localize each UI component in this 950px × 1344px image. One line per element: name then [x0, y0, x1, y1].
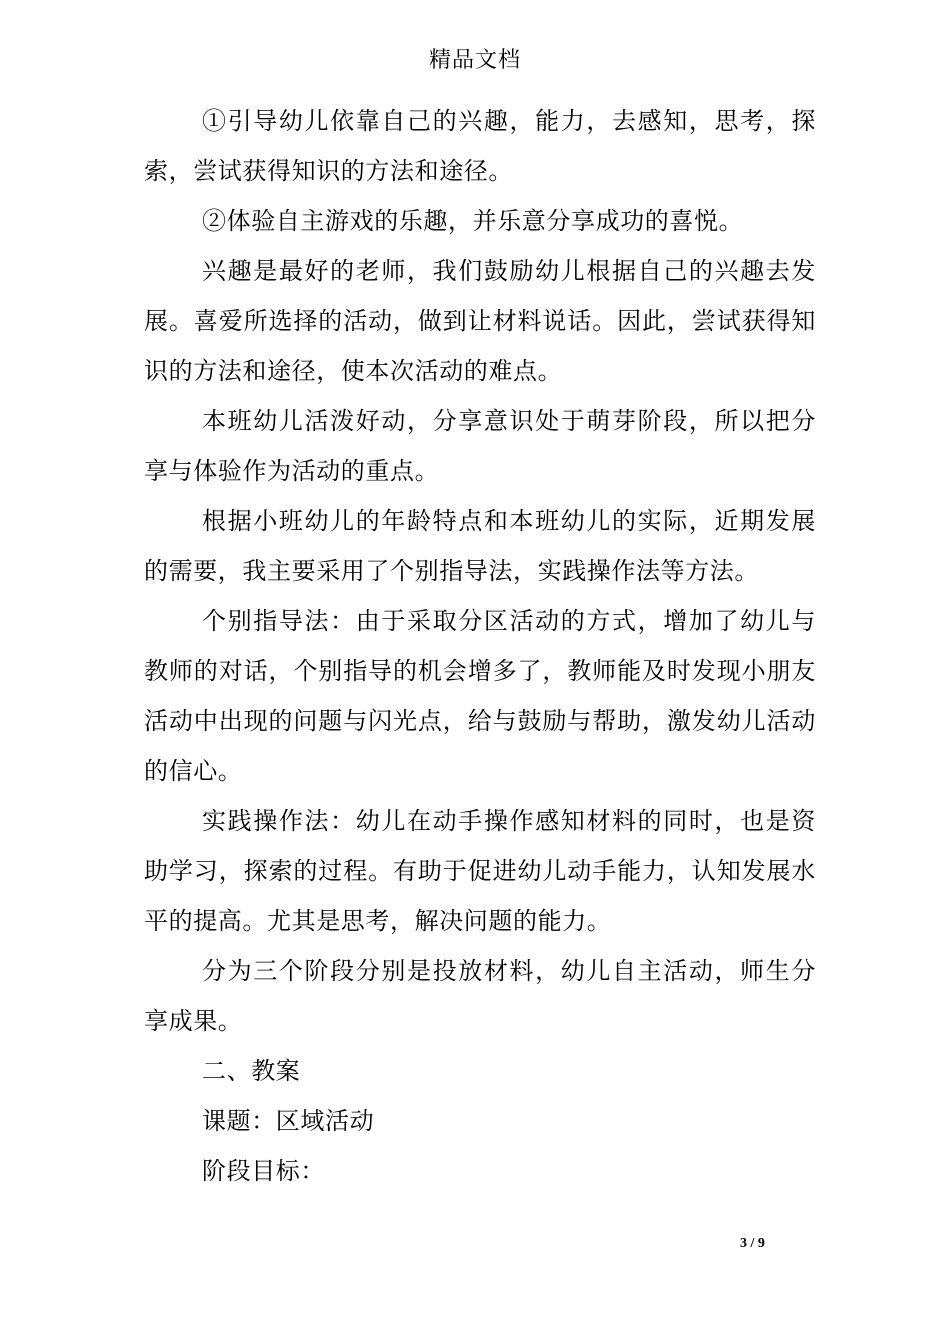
section-heading-lesson-plan: 二、教案 — [202, 1057, 301, 1085]
paragraph-goal-2: ②体验自主游戏的乐趣，并乐意分享成功的喜悦。 — [202, 207, 744, 235]
paragraph-practice: 实践操作法：幼儿在动手操作感知材料的同时，也是资助学习，探索的过程。有助于促进幼儿动手能力，认知发展水平的提高。尤其是思考，解决问题的能力。 — [144, 807, 816, 935]
paragraph-interest: 兴趣是最好的老师，我们鼓励幼儿根据自己的兴趣去发展。喜爱所选择的活动，做到让材料说话。因此，尝试获得知识的方法和途径，使本次活动的难点。 — [144, 257, 816, 385]
paragraph-methods: 根据小班幼儿的年龄特点和本班幼儿的实际，近期发展的需要，我主要采用了个别指导法，实践操作法等方法。 — [144, 507, 816, 585]
page-header-title: 精品文档 — [428, 48, 521, 73]
paragraph-class-focus: 本班幼儿活泼好动，分享意识处于萌芽阶段，所以把分享与体验作为活动的重点。 — [144, 407, 816, 485]
paragraph-goal-1: ①引导幼儿依靠自己的兴趣，能力，去感知，思考，探索，尝试获得知识的方法和途径。 — [144, 107, 816, 185]
paragraph-stage-goals: 阶段目标： — [202, 1157, 325, 1185]
paragraph-stages: 分为三个阶段分别是投放材料，幼儿自主活动，师生分享成果。 — [144, 957, 816, 1035]
paragraph-topic: 课题：区域活动 — [202, 1107, 375, 1135]
page-number: 3 / 9 — [740, 1236, 765, 1251]
document-body — [144, 96, 816, 1196]
paragraph-individual-guidance: 个别指导法：由于采取分区活动的方式，增加了幼儿与教师的对话，个别指导的机会增多了，教师能及时发现小朋友活动中出现的问题与闪光点，给与鼓励与帮助，激发幼儿活动的信心。 — [144, 607, 816, 785]
